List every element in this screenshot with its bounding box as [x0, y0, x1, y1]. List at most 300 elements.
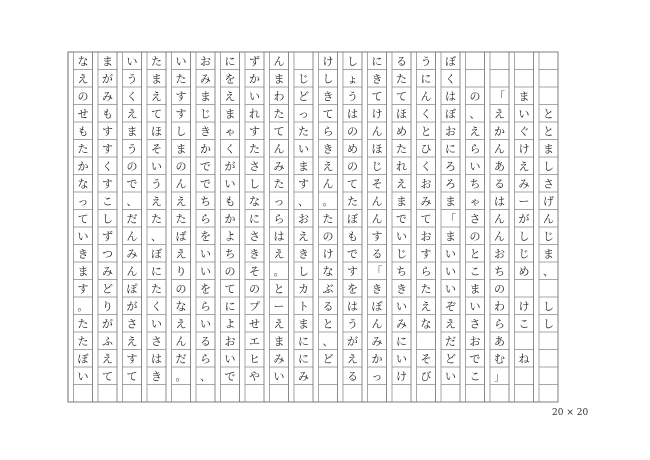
cell-character: ね — [518, 352, 530, 366]
cell-character: ま — [469, 282, 481, 296]
cell-character: に — [445, 142, 456, 156]
cell-character: す — [371, 229, 383, 243]
cell-character: い — [396, 229, 407, 243]
cell-character: の — [175, 282, 187, 296]
cell-character: き — [249, 247, 260, 261]
cell-character: ぼ — [151, 247, 162, 261]
cell-character: え — [102, 352, 113, 366]
cell-character: は — [445, 89, 456, 103]
cell-character: え — [494, 107, 505, 121]
cell-character: 、 — [200, 369, 211, 383]
cell-character: の — [322, 229, 334, 243]
cell-character: ま — [445, 194, 456, 208]
cell-character: 、 — [543, 264, 554, 278]
cell-character: く — [445, 72, 456, 86]
cell-character: ぼ — [77, 352, 89, 366]
cell-character: ど — [322, 352, 334, 366]
cell-character: て — [77, 212, 89, 226]
cell-character: ま — [396, 194, 407, 208]
grid-cell — [441, 385, 460, 403]
cell-character: み — [371, 334, 383, 348]
cell-character: で — [200, 177, 211, 191]
cell-character: で — [347, 247, 358, 261]
cell-character: ま — [126, 124, 138, 138]
cell-character: 「 — [445, 212, 456, 226]
cell-character: き — [200, 124, 211, 138]
cell-character: こ — [469, 369, 481, 383]
cell-character: の — [224, 264, 236, 278]
cell-character: い — [518, 107, 530, 121]
cell-character: ら — [469, 142, 481, 156]
cell-character: を — [347, 282, 358, 296]
cell-character: た — [322, 212, 334, 226]
cell-character: て — [126, 369, 138, 383]
cell-character: け — [396, 369, 407, 383]
cell-character: ん — [322, 177, 334, 191]
cell-character: る — [396, 54, 407, 68]
grid-cell — [368, 385, 387, 403]
cell-character: そ — [371, 177, 383, 191]
cell-character: ん — [420, 89, 432, 103]
cell-character: て — [224, 282, 236, 296]
cell-character: い — [224, 177, 236, 191]
cell-character: え — [298, 229, 309, 243]
cell-character: お — [298, 212, 309, 226]
cell-character: じ — [396, 247, 407, 261]
cell-character: き — [371, 72, 383, 86]
grid-cell — [515, 52, 534, 70]
cell-character: え — [224, 89, 236, 103]
cell-character: は — [347, 107, 358, 121]
cell-character: ま — [102, 54, 113, 68]
cell-character: っ — [273, 194, 285, 208]
cell-character: を — [200, 229, 211, 243]
cell-character: じ — [543, 229, 554, 243]
cell-character: な — [77, 54, 89, 68]
cell-character: か — [224, 212, 236, 226]
cell-character: た — [347, 194, 358, 208]
cell-character: ま — [273, 72, 285, 86]
cell-character: い — [396, 299, 407, 313]
cell-character: ち — [469, 177, 481, 191]
cell-character: み — [396, 317, 407, 331]
cell-character: ん — [273, 142, 285, 156]
cell-character: て — [371, 89, 383, 103]
cell-character: う — [126, 142, 138, 156]
cell-character: ぼ — [445, 54, 456, 68]
grid-cell — [294, 52, 313, 70]
grid-cell — [466, 385, 485, 403]
cell-character: ち — [396, 264, 407, 278]
cell-character: な — [322, 264, 334, 278]
grid-cell — [490, 52, 509, 70]
cell-character: だ — [126, 212, 138, 226]
cell-character: に — [298, 352, 309, 366]
cell-character: す — [347, 264, 358, 278]
cell-character: ん — [175, 177, 187, 191]
cell-character: が — [102, 317, 113, 331]
cell-character: う — [347, 89, 358, 103]
cell-character: え — [420, 299, 432, 313]
cell-character: だ — [175, 352, 187, 366]
cell-character: ん — [371, 317, 383, 331]
cell-character: の — [126, 159, 138, 173]
cell-character: そ — [249, 264, 260, 278]
cell-character: が — [347, 334, 358, 348]
cell-character: ち — [200, 194, 211, 208]
cell-character: し — [175, 124, 187, 138]
grid-cell — [392, 385, 411, 403]
cell-character: ん — [494, 212, 505, 226]
cell-character: ず — [249, 54, 260, 68]
cell-character: え — [322, 159, 334, 173]
cell-character: る — [371, 247, 383, 261]
cell-character: か — [249, 72, 260, 86]
cell-character: ー — [273, 299, 285, 313]
cell-character: な — [249, 194, 260, 208]
cell-character: び — [420, 369, 432, 383]
cell-character: る — [494, 177, 505, 191]
grid-cell — [515, 70, 534, 88]
cell-character: め — [518, 264, 530, 278]
cell-character: い — [298, 142, 309, 156]
cell-character: に — [151, 264, 162, 278]
cell-character: ぞ — [445, 299, 456, 313]
cell-character: さ — [249, 159, 260, 173]
cell-character: ふ — [102, 334, 113, 348]
cell-character: じ — [518, 247, 530, 261]
cell-character: み — [200, 72, 211, 86]
cell-character: し — [298, 264, 309, 278]
cell-character: く — [126, 89, 138, 103]
cell-character: お — [200, 54, 211, 68]
cell-character: え — [175, 194, 187, 208]
cell-character: い — [445, 282, 456, 296]
cell-character: し — [518, 229, 530, 243]
cell-character: え — [126, 107, 138, 121]
cell-character: が — [126, 299, 138, 313]
cell-character: す — [102, 142, 113, 156]
cell-character: め — [396, 124, 407, 138]
grid-cell — [221, 385, 240, 403]
cell-character: え — [175, 317, 187, 331]
cell-character: す — [249, 124, 260, 138]
cell-character: ん — [494, 229, 505, 243]
cell-character: と — [543, 107, 554, 121]
cell-character: の — [77, 89, 89, 103]
cell-character: く — [151, 299, 162, 313]
cell-character: ほ — [371, 142, 383, 156]
cell-character: た — [151, 212, 162, 226]
cell-character: い — [224, 352, 236, 366]
cell-character: ら — [273, 212, 285, 226]
grid-cell — [417, 332, 436, 350]
grid-cell — [539, 87, 558, 105]
grid-cell — [147, 385, 166, 403]
cell-character: は — [347, 299, 358, 313]
cell-character: た — [175, 212, 187, 226]
cell-character: え — [273, 247, 285, 261]
cell-character: う — [126, 72, 138, 86]
cell-character: よ — [224, 229, 236, 243]
cell-character: い — [200, 264, 211, 278]
cell-character: そ — [151, 142, 162, 156]
cell-character: は — [151, 352, 162, 366]
cell-character: た — [77, 317, 89, 331]
cell-character: た — [151, 54, 162, 68]
cell-character: ず — [102, 229, 113, 243]
cell-character: し — [347, 54, 358, 68]
cell-character: 「 — [494, 89, 505, 103]
cell-character: の — [249, 282, 260, 296]
cell-character: じ — [371, 159, 383, 173]
cell-character: ん — [126, 229, 138, 243]
cell-character: た — [396, 72, 407, 86]
cell-character: え — [151, 89, 162, 103]
cell-character: の — [347, 159, 358, 173]
cell-character: ま — [518, 89, 530, 103]
cell-character: に — [249, 212, 260, 226]
cell-character: み — [273, 352, 285, 366]
cell-character: 。 — [175, 369, 187, 383]
cell-character: え — [126, 334, 138, 348]
cell-character: い — [77, 369, 89, 383]
cell-character: の — [175, 159, 187, 173]
grid-cell — [343, 385, 362, 403]
cell-character: と — [543, 124, 554, 138]
cell-character: も — [224, 194, 236, 208]
cell-character: え — [77, 72, 89, 86]
cell-character: 。 — [77, 299, 89, 313]
cell-character: い — [151, 317, 162, 331]
cell-character: い — [445, 247, 456, 261]
cell-character: わ — [494, 299, 505, 313]
cell-character: ま — [543, 247, 554, 261]
cell-character: ら — [494, 317, 505, 331]
cell-character: き — [151, 369, 162, 383]
cell-character: い — [469, 299, 481, 313]
cell-character: じ — [200, 107, 211, 121]
cell-character: う — [151, 177, 162, 191]
cell-character: て — [151, 107, 162, 121]
cell-character: し — [102, 212, 113, 226]
grid-cell — [490, 70, 509, 88]
grid-cell — [539, 350, 558, 368]
cell-character: に — [224, 54, 236, 68]
cell-character: ん — [371, 212, 383, 226]
cell-character: く — [420, 159, 432, 173]
cell-character: ほ — [396, 107, 407, 121]
cell-character: ば — [175, 229, 187, 243]
cell-character: ぼ — [371, 299, 383, 313]
cell-character: エ — [249, 334, 260, 348]
cell-character: す — [420, 247, 432, 261]
cell-character: た — [298, 124, 309, 138]
cell-character: は — [494, 194, 505, 208]
cell-character: い — [77, 229, 89, 243]
grid-cell — [515, 332, 534, 350]
cell-character: さ — [469, 212, 481, 226]
cell-character: カ — [298, 282, 309, 296]
cell-character: ん — [175, 334, 187, 348]
cell-character: ー — [518, 194, 530, 208]
cell-character: ま — [273, 334, 285, 348]
grid-cell — [539, 52, 558, 70]
cell-character: を — [224, 72, 236, 86]
cell-character: ど — [102, 282, 113, 296]
cell-character: せ — [77, 107, 89, 121]
grid-cell — [466, 52, 485, 70]
cell-character: ん — [371, 124, 383, 138]
cell-character: を — [200, 282, 211, 296]
cell-character: ゃ — [469, 194, 481, 208]
cell-character: け — [518, 142, 530, 156]
cell-character: し — [322, 72, 334, 86]
cell-character: げ — [543, 194, 554, 208]
cell-character: す — [126, 352, 138, 366]
cell-character: い — [200, 317, 211, 331]
cell-character: し — [543, 317, 554, 331]
cell-character: ぼ — [445, 107, 456, 121]
cell-character: み — [102, 89, 113, 103]
cell-character: き — [371, 282, 383, 296]
cell-character: て — [347, 177, 358, 191]
cell-character: に — [420, 72, 432, 86]
cell-character: り — [175, 264, 187, 278]
grid-size-label: 20 × 20 — [552, 408, 589, 418]
cell-character: う — [347, 317, 358, 331]
grid-cell — [196, 385, 215, 403]
cell-character: ら — [200, 299, 211, 313]
cell-character: お — [445, 124, 456, 138]
cell-character: え — [175, 247, 187, 261]
cell-character: ト — [298, 299, 309, 313]
cell-character: さ — [151, 334, 162, 348]
cell-character: り — [102, 299, 113, 313]
cell-character: て — [273, 124, 285, 138]
cell-character: っ — [298, 107, 309, 121]
cell-character: ら — [200, 212, 211, 226]
cell-character: に — [396, 334, 407, 348]
cell-character: の — [469, 89, 481, 103]
cell-character: プ — [249, 299, 260, 313]
cell-character: え — [151, 194, 162, 208]
cell-character: い — [273, 369, 285, 383]
cell-character: え — [469, 124, 481, 138]
grid-cell — [539, 332, 558, 350]
cell-character: ん — [273, 54, 285, 68]
cell-character: こ — [102, 194, 113, 208]
cell-character: み — [126, 247, 138, 261]
cell-character: な — [420, 317, 432, 331]
cell-character: た — [273, 177, 285, 191]
cell-character: た — [77, 142, 89, 156]
grid-cell — [417, 385, 436, 403]
cell-character: く — [102, 159, 113, 173]
cell-character: ほ — [151, 124, 162, 138]
grid-cell — [539, 385, 558, 403]
cell-character: お — [494, 247, 505, 261]
cell-character: い — [126, 54, 138, 68]
cell-character: で — [396, 212, 407, 226]
cell-character: ま — [298, 159, 309, 173]
cell-character: 。 — [322, 194, 334, 208]
cell-character: え — [347, 352, 358, 366]
cell-character: す — [102, 124, 113, 138]
cell-character: っ — [77, 194, 89, 208]
cell-character: さ — [469, 317, 481, 331]
cell-character: す — [77, 282, 89, 296]
cell-character: ひ — [420, 142, 432, 156]
cell-character: し — [249, 177, 260, 191]
cell-character: こ — [469, 264, 481, 278]
cell-character: ぽ — [126, 282, 138, 296]
cell-character: い — [249, 89, 260, 103]
cell-character: は — [273, 229, 285, 243]
cell-character: て — [396, 89, 407, 103]
cell-character: 、 — [469, 107, 481, 121]
cell-character: け — [322, 247, 334, 261]
cell-character: の — [494, 282, 505, 296]
cell-character: ょ — [347, 72, 358, 86]
cell-character: た — [77, 334, 89, 348]
cell-character: る — [200, 334, 211, 348]
cell-character: じ — [298, 72, 309, 86]
cell-character: ま — [543, 142, 554, 156]
cell-character: た — [396, 142, 407, 156]
cell-character: け — [371, 107, 383, 121]
cell-character: で — [200, 159, 211, 173]
cell-character: 、 — [322, 334, 334, 348]
cell-character: も — [102, 107, 113, 121]
cell-character: て — [420, 212, 432, 226]
cell-character: お — [469, 334, 481, 348]
cell-character: え — [396, 177, 407, 191]
cell-character: た — [151, 282, 162, 296]
cell-character: ま — [298, 317, 309, 331]
cell-character: け — [518, 299, 530, 313]
cell-character: ら — [322, 124, 334, 138]
cell-character: 「 — [371, 264, 383, 278]
cell-character: め — [347, 142, 358, 156]
cell-character: か — [200, 142, 211, 156]
cell-character: ま — [200, 89, 211, 103]
cell-character: た — [420, 282, 432, 296]
cell-character: ら — [420, 264, 432, 278]
cell-character: う — [420, 54, 432, 68]
cell-character: ち — [224, 247, 236, 261]
cell-character: と — [420, 124, 432, 138]
grid-cell — [515, 367, 534, 385]
cell-character: 、 — [151, 229, 162, 243]
cell-character: み — [518, 177, 530, 191]
cell-character: お — [224, 334, 236, 348]
cell-character: と — [273, 282, 285, 296]
cell-character: い — [445, 264, 456, 278]
cell-character: ヒ — [249, 352, 260, 366]
cell-character: る — [347, 369, 358, 383]
cell-character: み — [298, 369, 309, 383]
cell-character: わ — [273, 89, 285, 103]
cell-character: た — [175, 72, 187, 86]
cell-character: か — [371, 352, 383, 366]
grid-cell — [539, 280, 558, 298]
cell-character: た — [249, 142, 260, 156]
cell-character: が — [102, 72, 113, 86]
cell-character: ち — [494, 264, 505, 278]
cell-character: た — [273, 107, 285, 121]
cell-character: ぼ — [347, 212, 358, 226]
